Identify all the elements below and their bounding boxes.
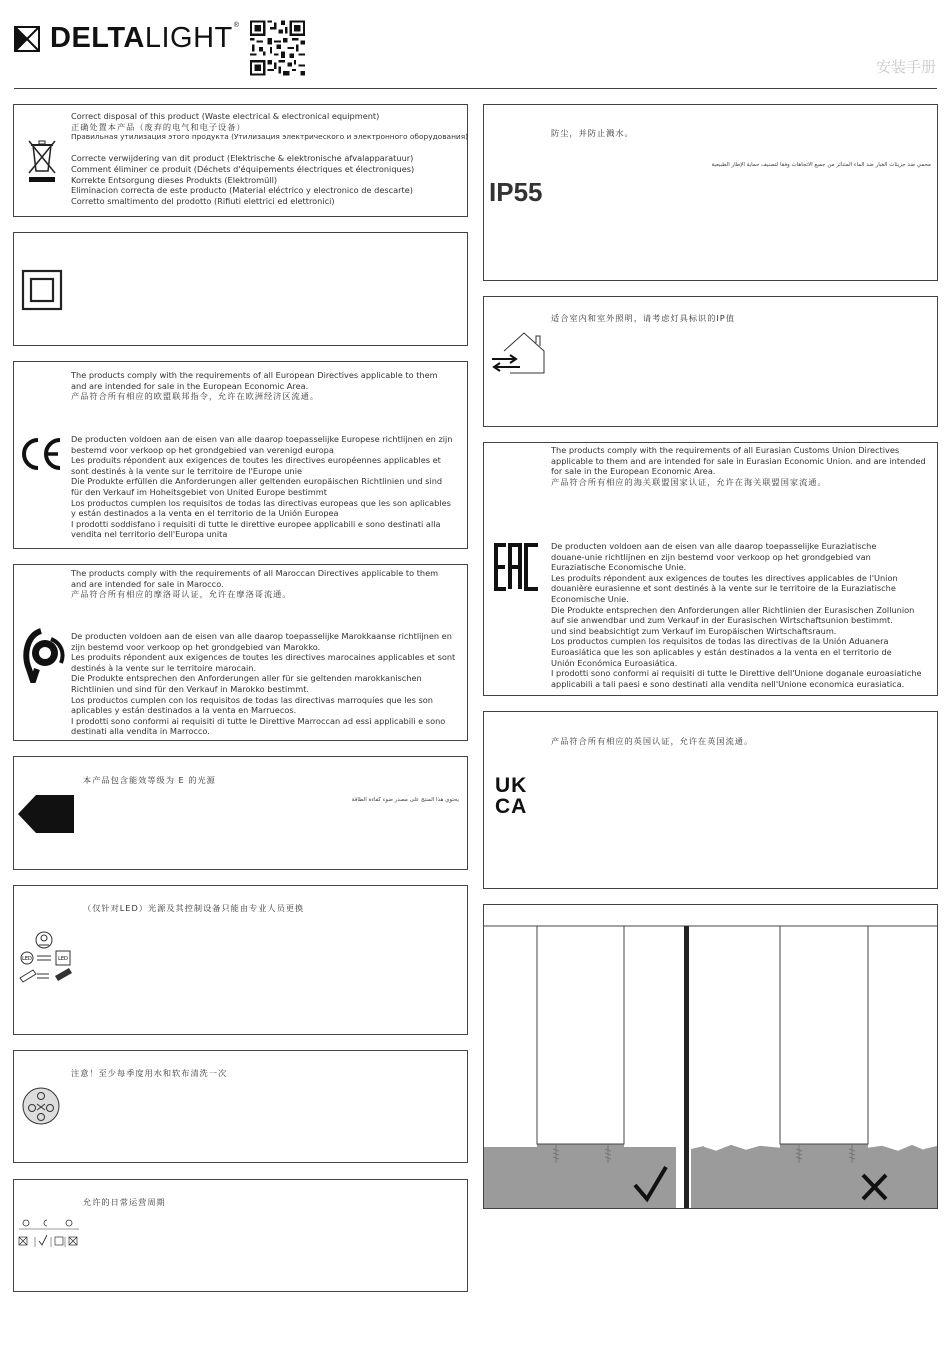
ip-rating-text-ar: محمي ضد جزيئات الغبار ضد الماء المتناثر من جميع الاتجاهات وفقا لتصنيف حماية الإطار الطبيعية [711,162,931,168]
operating-cycle-text: 允许的日常运营周期 [83,1197,166,1207]
morocco-cmim-icon [21,625,65,683]
ce-text-top: The products comply with the requirements of all European Directives applicable to them and are intended for sale in the European Economic Area. 产品符合所有相应的欧盟联邦指令，允许在欧洲经济区流通。 [71,370,438,402]
led-replace-icon [17,930,75,988]
eac-mark-icon [494,543,540,591]
svg-text:LED: LED [58,956,68,962]
ce-mark-icon [20,436,64,472]
morocco-text-bottom: De producten voldoen aan de eisen van alle daarop toepasselijke Marokkaanse richtlijnen en zijn bestemd voor verkoop op het grondgebied van Marokko. Les produits répondent aux exigences de toutes les directives marocaines applicables et sont destinés à la vente sur le territoire marocain. Die Produkte entsprechen den Anforderungen aller für sie geltenden marokkanischen Richtlinien und sind für den Verkauf in Marokko bestimmt. Los productos cumplen con los requisitos de todas las directivas marroquíes que les son aplicables y están destinados a la venta en Marruecos. I prodotti sono conformi ai requisiti di tutte le Direttive Marroccan ad essi applicabili e sono destinati alla vendita in Marrocco. [71,631,456,737]
eac-text-top: The products comply with the requirements of all Eurasian Customs Union Directives applicable to them and are intended for sale in Eurasian Economic Union. and are intended for sale in the European Economic Area. 产品符合所有相应的海关联盟国家认证，允许在海关联盟国家流通。 [551,445,926,487]
weee-section [13,104,468,217]
ip-rating-text-cn: 防尘，并防止溅水。 [551,128,634,138]
crossed-bin-icon [25,137,59,183]
ce-section [13,361,468,549]
indoor-outdoor-text: 适合室内和室外照明，请考虑灯具标识的IP值 [551,313,735,323]
class-ii-icon [21,269,63,311]
weee-text: Correct disposal of this product (Waste electrical & electronical equipment) 正确处置本产品（废弃的电气和电子设备） Правильная утилизация этого продукта (Утилизация электрического и электронного оборудования) Correcte verwijdering van dit product (Elektrische & elektronische afvalapparatuur) Comment éliminer ce produit (Déchets d'équipements électriques et électroniques) Korrekte Entsorgung dieses Produkts (Elektromüll) Eliminacion correcta de este producto (Material eléctrico y electronico de descarte) Corretto smaltimento del prodotto (Rifiuti elettrici ed elettronici) [71,111,469,206]
header-divider [14,88,937,89]
qr-code-icon [250,20,305,76]
eac-text-bottom: De producten voldoen aan de eisen van alle daarop toepasselijke Euraziatische douane-unie richtlijnen en zijn bestemd voor verkoop op het grondgebied van Euraziatische Economische Unie. Les produits répondent aux exigences de toutes les directives applicables de l'Union douanière eurasienne et sont destinés à la vente sur le territoire de la Euraziatische Economische Unie. Die Produkte entsprechen den Anforderungen aller Richtlinien der Eurasischen Zollunion auf sie anwendbar und zum Verkauf in der Eurasischen Wirtschaftsunion bestimmt. und sind beabsichtigt zum Verkauf im Europäischen Wirtschaftsraum. Los productos cumplen los requisitos de todas las directivas de la Unión Aduanera Euroasiática que les son aplicables y están destinados a la venta en el territorio de Unión Económica Euroasiática. I prodotti sono conformi ai requisiti di tutte le Direttive dell'Unione doganale euroasiatiche applicabili a tali paesi e sono destinati alla vendita nell'Unione economica eurasiatica. [551,541,922,689]
morocco-section [13,564,468,741]
ukca-section [483,711,938,889]
indoor-outdoor-section [483,296,938,427]
manual-title: 安装手册 [875,58,936,76]
clean-cloth-icon [21,1086,61,1126]
class-ii-section [13,232,468,346]
ce-text-bottom: De producten voldoen aan de eisen van alle daarop toepasselijke Europese richtlijnen en zijn bestemd voor verkoop op het grondgebied van verenigd europa Les produits répondent aux exigences de toutes les directives européennes applicables et sont destinés à la vente sur le territoire de l'Europe unie Die Produkte erfüllen die Anforderungen aller geltenden europäischen Richtlinien und sind für den Verkauf im Hoheitsgebiet von United Europe bestimmt Los productos cumplen los requisitos de todas las directivas europeas que les son aplicables y están destinados a la venta en el territorio de la Unión Europea I prodotti soddisfano i requisiti di tutte le direttive europee applicabili e sono destinati alla vendita nel territorio dell'Europa unita [71,434,453,540]
energy-arrow-icon [18,795,74,833]
eac-section [483,442,938,696]
indoor-outdoor-icon [490,331,546,375]
clean-section [13,1050,468,1163]
ukca-text: 产品符合所有相应的英国认证，允许在英国流通。 [551,736,754,746]
brand-logo [14,22,239,55]
operating-cycle-section [13,1179,468,1292]
energy-text-ar: يحتوي هذا المنتج على مصدر ضوء كفاءة الطاقة [351,797,459,803]
brand-name: DELTALIGHT® [50,22,240,54]
energy-text-cn: 本产品包含能效等级为 E 的光源 [83,775,216,785]
installation-diagram [483,904,938,1209]
operating-cycle-icon [17,1217,81,1253]
installation-diagram-drawing [484,905,937,1208]
svg-text:LED: LED [22,956,32,962]
deltalight-logo-icon [14,26,40,52]
ip-rating-label: IP55 [489,177,543,207]
ip-rating-section [483,104,938,281]
morocco-text-top: The products comply with the requirements of all Maroccan Directives applicable to them and are intended for sale in Marocco. 产品符合所有相应的摩洛哥认证，允许在摩洛哥流通。 [71,568,439,600]
energy-section [13,756,468,870]
led-replace-section [13,885,468,1035]
clean-text: 注意！至少每季度用水和软布清洗一次 [71,1068,228,1078]
led-replace-text: （仅针对LED）光源及其控制设备只能由专业人员更换 [83,903,305,913]
ukca-mark-icon: UK CA [495,774,528,818]
